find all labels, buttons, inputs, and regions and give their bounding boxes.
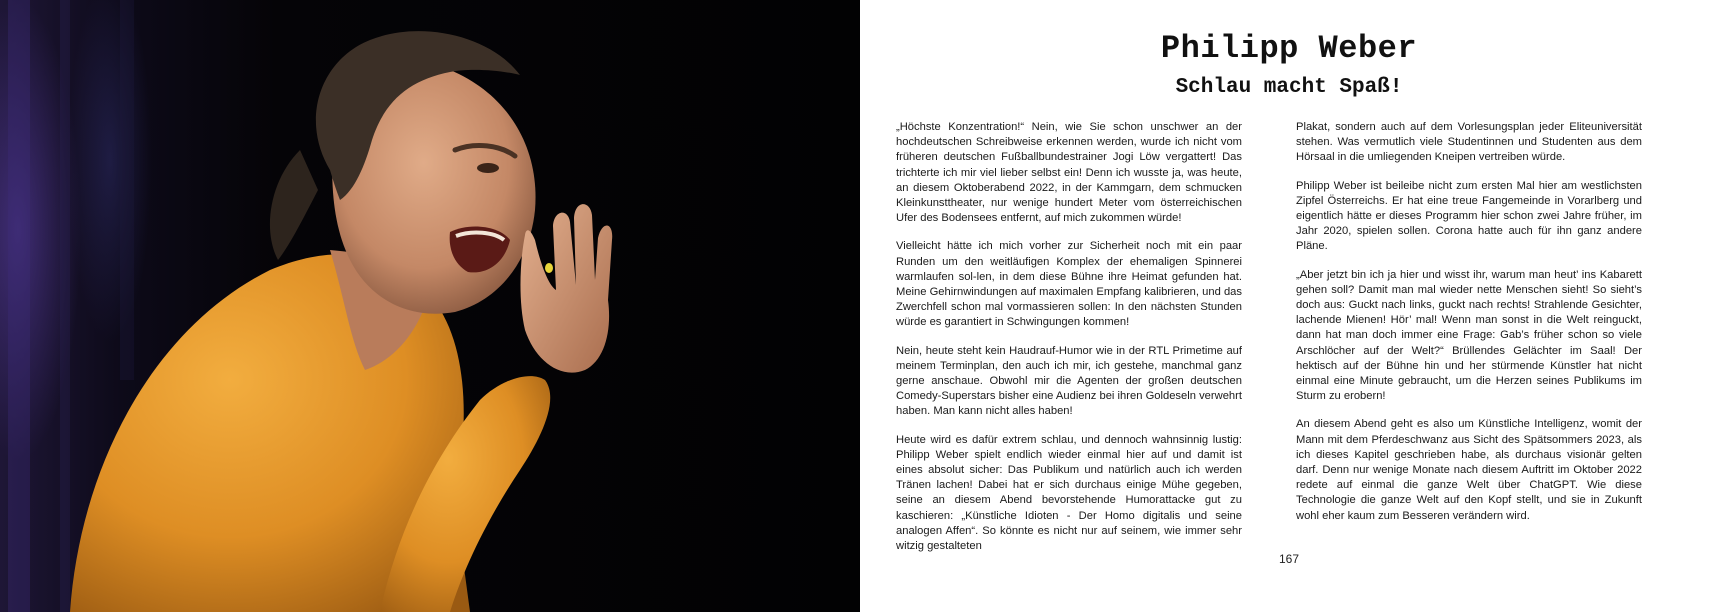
page-subtitle: Schlau macht Spaß! <box>1175 76 1403 99</box>
paragraph: Heute wird es dafür extrem schlau, und dennoch wahnsinnig lustig: Philipp Weber spielt endlich wieder einmal hier auf und damit ist eines absolut sicher: Das Publikum und natürlich auch ich werden Tränen lachen! Dabei hat er sich durchaus einige Mühe gegeben, seine an diesem Abend bevorstehende Humorattacke gut zu kaschieren: „Künstliche Idioten - Der Homo digitalis und seine analogen Affen“. So könnte es nicht nur auf seinem, wie immer sehr witzig gestalteten <box>896 433 1242 553</box>
paragraph: „Aber jetzt bin ich ja hier und wisst ihr, warum man heut’ ins Kabarett gehen soll? Damit man mal wieder nette Menschen sieht! So sieht’s doch aus: Guckt nach links, guckt nach rechts! Strahlende Gesichter, lachende Mienen! Hör’ mal! Wenn man sonst in die Welt reinguckt, dann hat man doch immer eine Frage: Gab’s früher schon so viele Arschlöcher auf der Welt?“ Brüllendes Gelächter im Saal! Der hektisch auf der Bühne hin und her stürmende Künstler hat nicht einmal eine Minute gebraucht, um die Herzen seines Publikums im Sturm zu erobern! <box>1296 268 1642 403</box>
hand-shape <box>520 204 612 373</box>
text-page <box>860 0 1718 612</box>
text-column-left <box>896 120 1242 567</box>
ring-shape <box>545 263 553 273</box>
paragraph: Nein, heute steht kein Haudrauf-Humor wie in der RTL Primetime auf meinem Terminplan, den auch ich mir, ich gestehe, manchmal ganz gerne anschaue. Obwohl mir die Agenten der großen deutschen Comedy-Superstars bisher eine Audienz bei ihren Goldeseln verwehrt haben. Man kann nicht alles haben! <box>896 344 1242 418</box>
page-title: Philipp Weber <box>1160 30 1418 67</box>
paragraph: Plakat, sondern auch auf dem Vorlesungsplan jeder Eliteuniversität stehen. Was vermutlich viele Studentinnen und Studenten aus dem Hörsaal in die umliegenden Kneipen vertreiben würde. <box>1296 121 1642 164</box>
page-number: 167 <box>1278 552 1300 566</box>
paragraph: An diesem Abend geht es also um Künstliche Intelligenz, womit der Mann mit dem Pferdeschwanz aus Sicht des Spätsommers 2023, als ich dieses Kapitel geschrieben habe, als durchaus visionär gelten darf. Denn nur wenige Monate nach diesem Auftritt im Oktober 2022 redete auf einmal die ganze Welt über ChatGPT. Wie diese Technologie die ganze Welt auf den Kopf stellt, und sie in Zukunft wohl eher kaum zum Besseren verändern wird. <box>1296 418 1642 522</box>
ponytail-shape <box>270 150 318 260</box>
paragraph: Vielleicht hätte ich mich vorher zur Sicherheit noch mit ein paar Runden um den weitläufigen Komplex der ehemaligen Spinnerei warmlaufen sol-len, in dem diese Bühne ihre Heimat gefunden hat. Meine Gehirnwindungen auf maximalen Empfang kalibrieren, und das Zwerchfell schon mal vormassieren sollen: In den nächsten Stunden würde es garantiert in Schwingungen kommen! <box>896 240 1242 329</box>
eye-shape <box>477 163 499 173</box>
text-column-right <box>1296 120 1642 537</box>
paragraph: „Höchste Konzentration!“ Nein, wie Sie schon unschwer an der hochdeutschen Schreibweise erkennen werden, wurde ich nicht vom früheren deutschen Fußballbundestrainer Jogi Löw vergattert! Das trichterte ich mir viel lieber selbst ein! Denn ich wusste ja, was heute, an diesem Oktoberabend 2022, in der Kammgarn, dem schmucken Kleinkunsttheater, nur wenige hundert Meter vom österreichischen Ufer des Bodensees entfernt, auf mich zukommen würde! <box>896 121 1242 225</box>
paragraph: Philipp Weber ist beileibe nicht zum ersten Mal hier am westlichsten Zipfel Österreichs. Er hat eine treue Fangemeinde in Vorarlberg und eigentlich hätte er dieses Programm hier schon zwei Jahre früher, im Jahr 2020, spielen sollen. Corona hatte auch für ihn ganz andere Pläne. <box>1296 179 1642 253</box>
